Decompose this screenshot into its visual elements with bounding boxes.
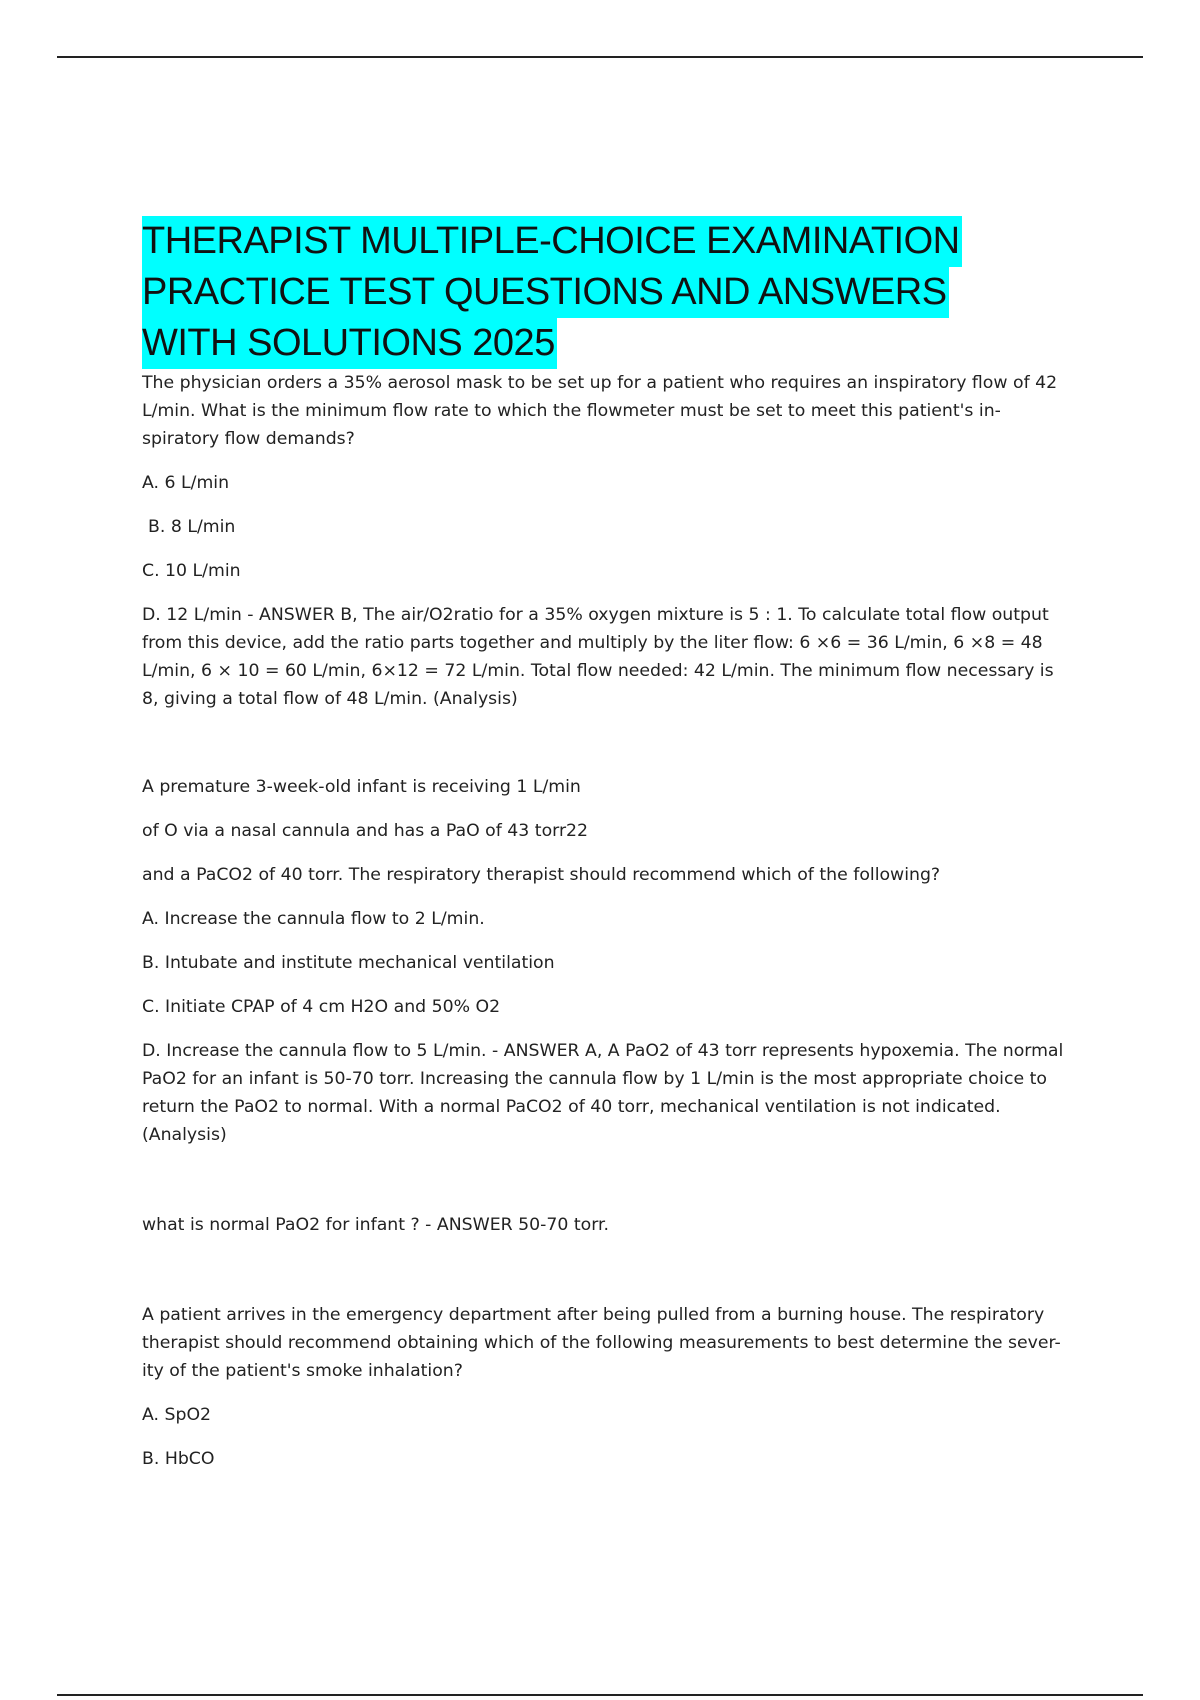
q4-stem: A patient arrives in the emergency department after being pulled from a burning house. The respiratory therapist should recommend obtaining which of the following measurements to best determine the sever- ity of the patient's smoke inhalation? <box>142 1305 1061 1381</box>
q2-line-2: of O via a nasal cannula and has a PaO of 43 torr22 <box>142 821 589 841</box>
q2-option-c: C. Initiate CPAP of 4 cm H2O and 50% O2 <box>142 997 501 1017</box>
title-line-3: WITH SOLUTIONS 2025 <box>142 318 557 369</box>
page-content <box>142 216 1072 1473</box>
q2-line-3: and a PaCO2 of 40 torr. The respiratory therapist should recommend which of the following? <box>142 865 941 885</box>
q4-option-b: B. HbCO <box>142 1449 215 1469</box>
q2-line-1: A premature 3-week-old infant is receiving 1 L/min <box>142 777 581 797</box>
q1-stem: The physician orders a 35% aerosol mask to be set up for a patient who requires an inspiratory flow of 42 L/min. What is the minimum flow rate to which the flowmeter must be set to meet this patient's in- spiratory flow demands? <box>142 373 1058 449</box>
top-rule <box>57 56 1143 58</box>
q4-option-a: A. SpO2 <box>142 1405 212 1425</box>
q1-option-d-answer: D. 12 L/min - ANSWER B, The air/O2ratio for a 35% oxygen mixture is 5 : 1. To calculate total flow output from this device, add the ratio parts together and multiply by the liter flow: 6 ×6 = 36 L/min, 6 ×8 = 48 L/min, 6 × 10 = 60 L/min, 6×12 = 72 L/min. Total flow needed: 42 L/min. The minimum flow necessary is 8, giving a total flow of 48 L/min. (Analysis) <box>142 605 1054 709</box>
bottom-rule <box>57 1694 1143 1696</box>
document-title <box>142 216 1072 369</box>
title-line-1: THERAPIST MULTIPLE-CHOICE EXAMINATION <box>142 216 962 267</box>
title-line-2: PRACTICE TEST QUESTIONS AND ANSWERS <box>142 267 949 318</box>
q1-option-a: A. 6 L/min <box>142 473 230 493</box>
q2-option-a: A. Increase the cannula flow to 2 L/min. <box>142 909 485 929</box>
q2-option-b: B. Intubate and institute mechanical ventilation <box>142 953 555 973</box>
q1-option-c: C. 10 L/min <box>142 561 241 581</box>
q1-option-b: B. 8 L/min <box>148 517 236 537</box>
q2-option-d-answer: D. Increase the cannula flow to 5 L/min. - ANSWER A, A PaO2 of 43 torr represents hypoxemia. The normal PaO2 for an infant is 50-70 torr. Increasing the cannula flow by 1 L/min is the most appropriate choice to return the PaO2 to normal. With a normal PaCO2 of 40 torr, mechanical ventilation is not indicated. (Analysis) <box>142 1041 1064 1145</box>
q3-text: what is normal PaO2 for infant ? - ANSWER 50-70 torr. <box>142 1215 610 1235</box>
